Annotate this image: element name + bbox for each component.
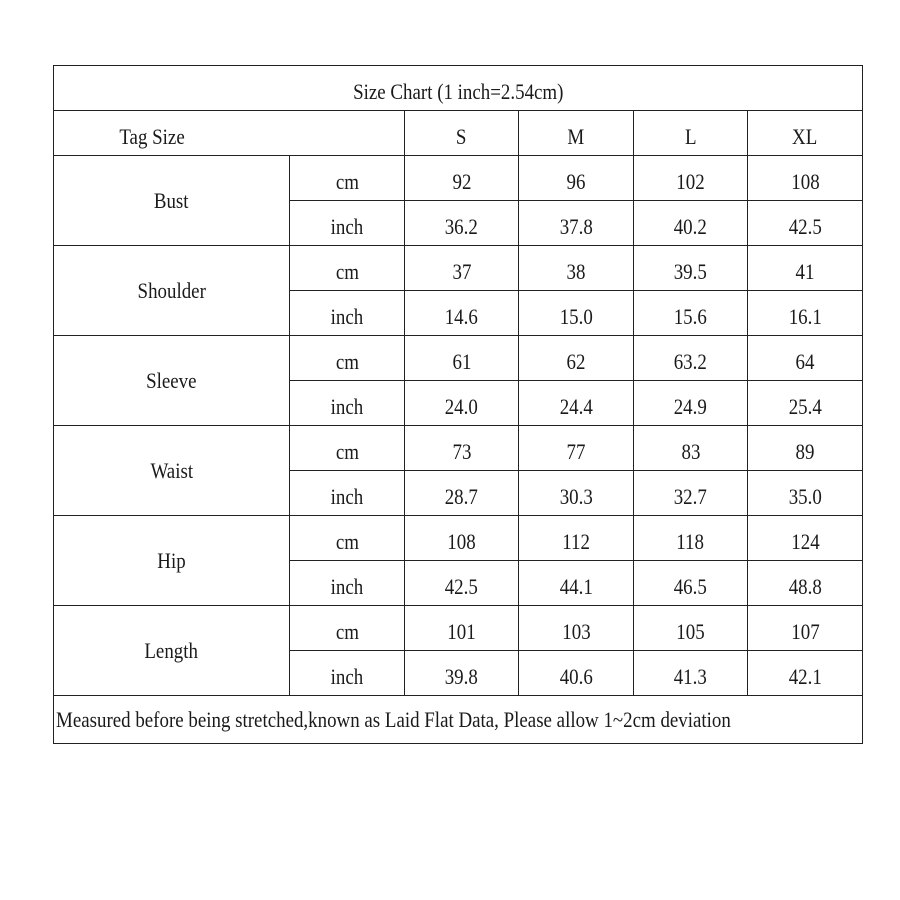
value-cell [634, 606, 748, 651]
tag-size-cell [54, 111, 405, 156]
measurement-value: 103 [561, 619, 591, 644]
unit-label: cm [335, 259, 359, 284]
measurement-value: 63.2 [673, 349, 708, 374]
measurement-value: 105 [676, 619, 705, 644]
measurement-value: 39.8 [444, 664, 479, 689]
measurement-name-cell [54, 246, 290, 336]
value-cell [748, 651, 863, 696]
unit-label: inch [330, 304, 364, 329]
measurement-value: 35.0 [788, 484, 822, 509]
measurement-name-cell [54, 516, 290, 606]
unit-cell [290, 246, 405, 291]
value-cell [519, 336, 634, 381]
measurement-value: 24.4 [559, 394, 593, 419]
value-cell [405, 426, 519, 471]
table-row [54, 606, 863, 651]
measurement-value: 101 [447, 619, 476, 644]
value-cell [748, 336, 863, 381]
value-cell [748, 516, 863, 561]
measurement-value: 37 [452, 259, 471, 284]
value-cell [634, 426, 748, 471]
value-cell [405, 606, 519, 651]
tag-size-label: Tag Size [119, 124, 185, 149]
value-cell [634, 381, 748, 426]
measurement-value: 108 [447, 529, 476, 554]
measurement-value: 112 [562, 529, 590, 554]
unit-label: cm [335, 619, 359, 644]
value-cell [405, 381, 519, 426]
value-cell [634, 516, 748, 561]
value-cell [519, 561, 634, 606]
measurement-value: 40.2 [673, 214, 708, 239]
value-cell [519, 291, 634, 336]
value-cell [405, 651, 519, 696]
size-header-cell [519, 111, 634, 156]
measurement-value: 41 [795, 259, 815, 284]
measurement-name: Shoulder [137, 277, 206, 303]
value-cell [748, 606, 863, 651]
value-cell [748, 201, 863, 246]
measurement-name: Hip [157, 547, 186, 573]
unit-cell [290, 201, 405, 246]
unit-cell [290, 471, 405, 516]
measurement-value: 92 [452, 169, 471, 194]
measurement-value: 24.9 [673, 394, 708, 419]
measurement-name-cell [54, 606, 290, 696]
value-cell [405, 246, 519, 291]
value-cell [634, 336, 748, 381]
value-cell [519, 516, 634, 561]
table-row [54, 156, 863, 201]
size-header-xl: XL [792, 124, 818, 149]
chart-title: Size Chart (1 inch=2.54cm) [352, 79, 564, 104]
value-cell [519, 471, 634, 516]
measurement-name-cell [54, 336, 290, 426]
unit-label: inch [330, 394, 364, 419]
measurement-value: 36.2 [444, 214, 479, 239]
value-cell [519, 651, 634, 696]
value-cell [519, 606, 634, 651]
measurement-value: 15.0 [559, 304, 593, 329]
value-cell [519, 201, 634, 246]
unit-cell [290, 651, 405, 696]
measurement-value: 24.0 [444, 394, 479, 419]
measurement-name-cell [54, 426, 290, 516]
value-cell [748, 561, 863, 606]
value-cell [405, 201, 519, 246]
measurement-value: 14.6 [444, 304, 479, 329]
size-header-m: M [567, 124, 585, 149]
note-cell [54, 696, 863, 744]
value-cell [405, 156, 519, 201]
note-row [54, 696, 863, 744]
size-chart-table [53, 65, 863, 744]
measurement-name: Bust [154, 187, 189, 213]
measurement-name: Sleeve [146, 367, 197, 393]
measurement-value: 15.6 [673, 304, 708, 329]
deviation-note: Measured before being stretched,known as Laid Flat Data, Please allow 1~2cm deviation [56, 706, 731, 732]
size-header-cell [405, 111, 519, 156]
measurement-value: 102 [676, 169, 705, 194]
value-cell [405, 471, 519, 516]
value-cell [634, 201, 748, 246]
measurement-value: 124 [790, 529, 820, 554]
value-cell [519, 426, 634, 471]
measurement-name-cell [54, 156, 290, 246]
measurement-value: 28.7 [444, 484, 479, 509]
unit-cell [290, 516, 405, 561]
measurement-value: 16.1 [788, 304, 822, 329]
value-cell [519, 246, 634, 291]
value-cell [519, 381, 634, 426]
measurement-value: 38 [566, 259, 586, 284]
value-cell [405, 336, 519, 381]
size-header-cell [634, 111, 748, 156]
measurement-value: 39.5 [673, 259, 708, 284]
unit-cell [290, 336, 405, 381]
measurement-value: 118 [676, 529, 705, 554]
unit-label: inch [330, 574, 364, 599]
unit-label: cm [335, 439, 359, 464]
measurement-value: 37.8 [559, 214, 593, 239]
value-cell [634, 561, 748, 606]
size-header-cell [748, 111, 863, 156]
measurement-value: 108 [790, 169, 820, 194]
unit-label: cm [335, 529, 359, 554]
unit-cell [290, 606, 405, 651]
unit-label: cm [335, 169, 359, 194]
measurement-value: 96 [566, 169, 586, 194]
measurement-value: 41.3 [673, 664, 708, 689]
measurement-value: 61 [452, 349, 471, 374]
measurement-value: 107 [790, 619, 820, 644]
value-cell [405, 516, 519, 561]
measurement-value: 42.1 [788, 664, 822, 689]
value-cell [748, 381, 863, 426]
table-row [54, 246, 863, 291]
value-cell [748, 156, 863, 201]
unit-label: inch [330, 664, 364, 689]
measurement-value: 40.6 [559, 664, 593, 689]
measurement-value: 73 [452, 439, 471, 464]
value-cell [519, 156, 634, 201]
measurement-value: 62 [566, 349, 586, 374]
table-row [54, 426, 863, 471]
value-cell [405, 291, 519, 336]
value-cell [634, 246, 748, 291]
unit-cell [290, 561, 405, 606]
chart-title-cell [54, 66, 863, 111]
measurement-value: 89 [795, 439, 815, 464]
unit-cell [290, 426, 405, 471]
header-row [54, 111, 863, 156]
value-cell [634, 156, 748, 201]
measurement-value: 42.5 [788, 214, 822, 239]
measurement-value: 77 [566, 439, 586, 464]
value-cell [405, 561, 519, 606]
measurement-value: 25.4 [788, 394, 822, 419]
measurement-value: 42.5 [444, 574, 479, 599]
value-cell [634, 291, 748, 336]
value-cell [634, 651, 748, 696]
unit-cell [290, 156, 405, 201]
table-row [54, 516, 863, 561]
unit-label: cm [335, 349, 359, 374]
size-header-s: S [456, 124, 467, 149]
measurement-value: 48.8 [788, 574, 822, 599]
measurement-name: Length [144, 637, 199, 663]
unit-label: inch [330, 484, 364, 509]
value-cell [748, 291, 863, 336]
value-cell [748, 426, 863, 471]
measurement-name: Waist [150, 457, 193, 483]
value-cell [748, 246, 863, 291]
unit-label: inch [330, 214, 364, 239]
value-cell [748, 471, 863, 516]
value-cell [634, 471, 748, 516]
measurement-value: 30.3 [559, 484, 593, 509]
measurement-value: 83 [681, 439, 700, 464]
table-row [54, 336, 863, 381]
unit-cell [290, 291, 405, 336]
measurement-value: 46.5 [673, 574, 708, 599]
measurement-value: 44.1 [559, 574, 593, 599]
size-header-l: L [684, 124, 697, 149]
measurement-value: 32.7 [673, 484, 708, 509]
title-row [54, 66, 863, 111]
measurement-value: 64 [795, 349, 815, 374]
unit-cell [290, 381, 405, 426]
